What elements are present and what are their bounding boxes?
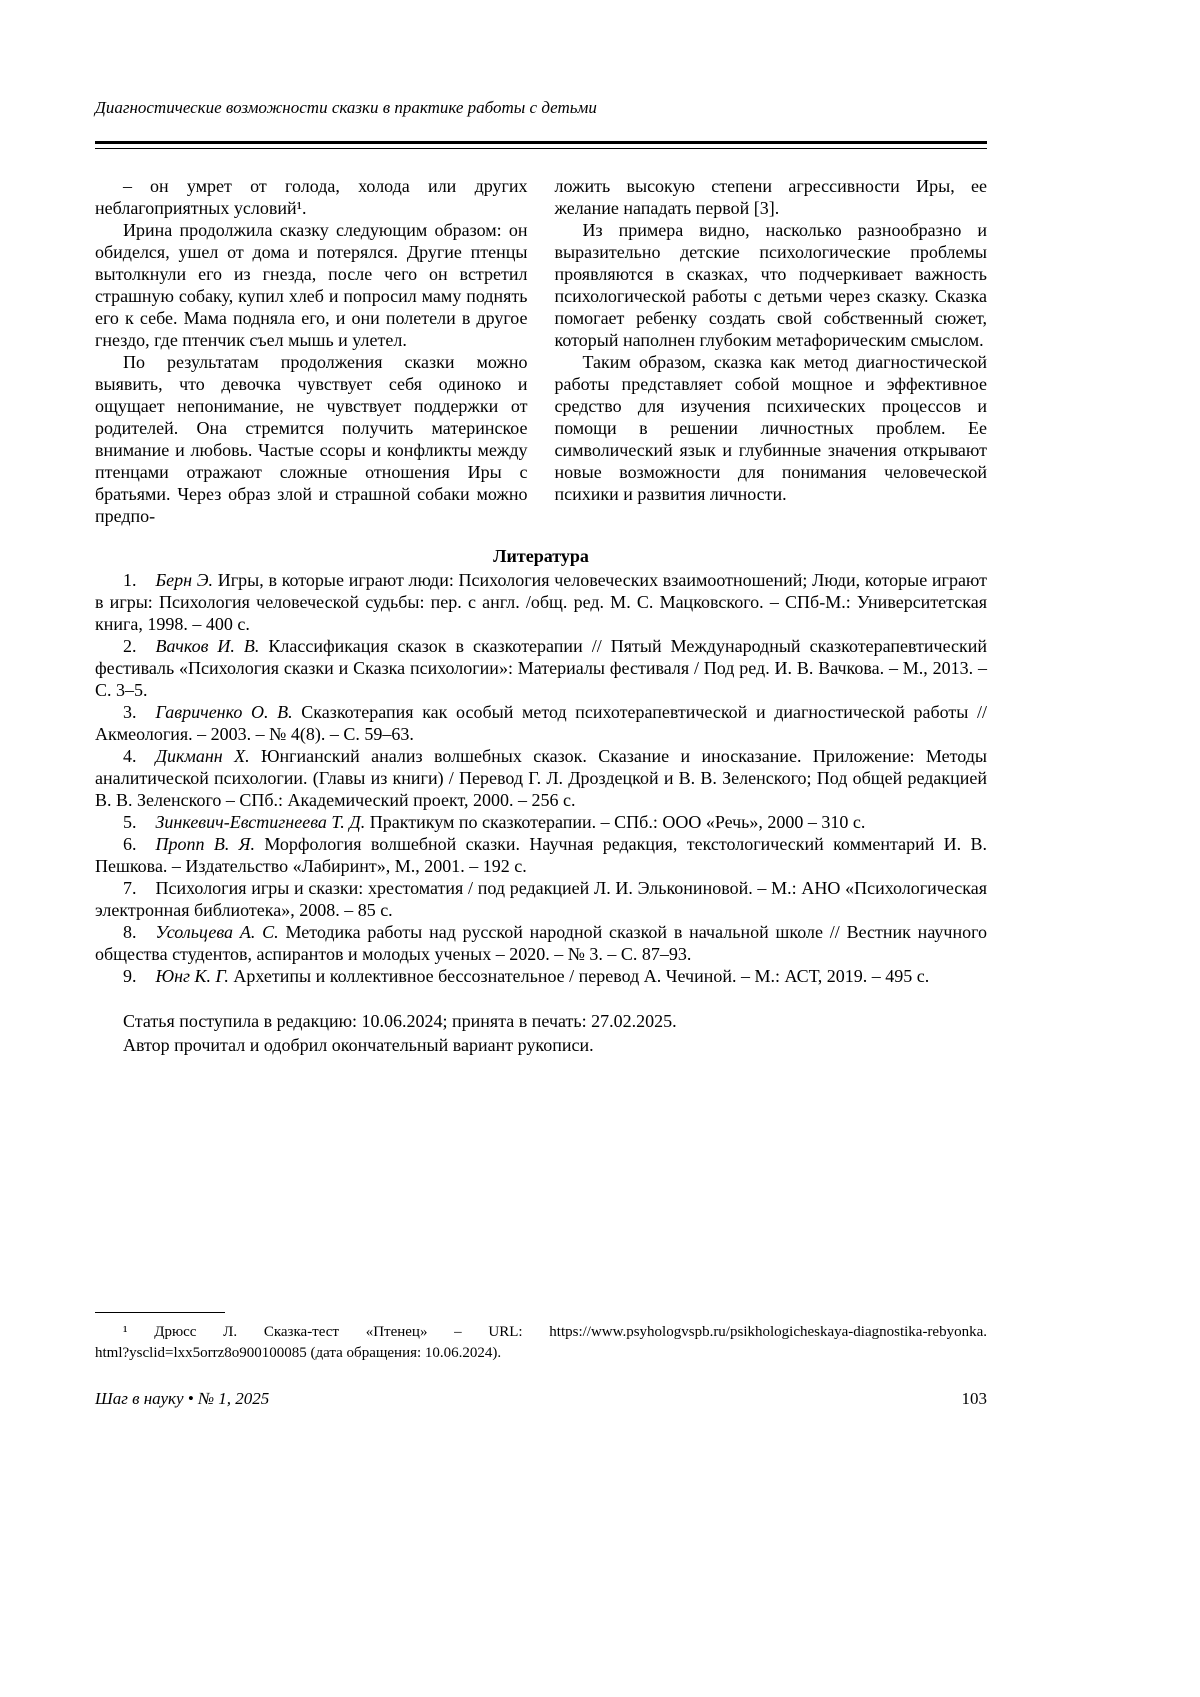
reference-text: Практикум по сказкотерапии. – СПб.: ООО «Речь», 2000 – 310 с.	[369, 812, 866, 832]
reference-author: Вачков И. В.	[155, 636, 260, 656]
references-list	[95, 569, 987, 987]
submission-approved: Автор прочитал и одобрил окончательный вариант рукописи.	[123, 1035, 594, 1055]
running-head: Диагностические возможности сказки в практике работы с детьми	[95, 98, 597, 117]
reference-number: 9.	[123, 966, 137, 986]
reference-number: 7.	[123, 878, 137, 898]
paragraph: Ирина продолжила сказку следующим образом: он обиделся, ушел от дома и потерялся. Другие птенцы вытолкнули его из гнезда, после чего он встретил страшную собаку, купил хлеб и попросил маму поднять его к себе. Мама подняла его, и они полетели в другое гнездо, где птенчик съел мышь и улетел.	[95, 220, 528, 350]
reference-item	[95, 921, 987, 965]
reference-text: Морфология волшебной сказки. Научная редакция, текстологический комментарий И. В. Пешкова. – Издательство «Лабиринт», М., 2001. – 192 с.	[95, 834, 987, 876]
reference-author: Усольцева А. С.	[155, 922, 279, 942]
reference-text: Психология игры и сказки: хрестоматия / под редакцией Л. И. Элькониновой. – М.: АНО «Психологическая электронная библиотека», 2008. – 85 с.	[95, 878, 987, 920]
journal-name: Шаг в науку • № 1, 2025	[95, 1389, 270, 1408]
reference-number: 4.	[123, 746, 137, 766]
reference-author: Юнг К. Г.	[155, 966, 229, 986]
reference-number: 8.	[123, 922, 137, 942]
footnote-rule	[95, 1312, 225, 1313]
header-rule	[95, 141, 987, 149]
paragraph: По результатам продолжения сказки можно выявить, что девочка чувствует себя одиноко и ощущает непонимание, не чувствует поддержки от родителей. Она стремится получить материнское внимание и любовь. Частые ссоры и конфликты между птенцами отражают сложные отношения Иры с братьями. Через образ злой и страшной собаки можно предпо-	[95, 352, 528, 526]
left-column	[95, 175, 528, 527]
reference-author: Дикманн Х.	[155, 746, 250, 766]
reference-text: Игры, в которые играют люди: Психология человеческих взаимоотношений; Люди, которые играют в игры: Психология человеческой судьбы: пер. с англ. /общ. ред. М. С. Мацковского. – СПб-М.: Университетская книга, 1998. – 400 с.	[95, 570, 988, 634]
reference-number: 3.	[123, 702, 137, 722]
reference-author: Гавриченко О. В.	[155, 702, 293, 722]
reference-text: Сказкотерапия как особый метод психотерапевтической и диагностической работы // Акмеология. – 2003. – № 4(8). – С. 59–63.	[95, 702, 988, 744]
paragraph: ложить высокую степени агрессивности Иры, ее желание нападать первой [3].	[554, 176, 987, 218]
page-footer	[95, 1388, 987, 1410]
submission-info	[95, 1009, 987, 1057]
reference-item	[95, 811, 987, 833]
reference-text: Юнгианский анализ волшебных сказок. Сказание и иносказание. Приложение: Методы аналитической психологии. (Главы из книги) / Перевод Г. Л. Дроздецкой и В. В. Зеленского; Под общей редакцией В. В. Зеленского – СПб.: Академический проект, 2000. – 256 с.	[95, 746, 987, 810]
reference-number: 1.	[123, 570, 137, 590]
literature-heading: Литература	[493, 546, 589, 566]
reference-number: 6.	[123, 834, 137, 854]
footnote-continuation: html?ysclid=lxx5orrz8o900100085 (дата обращения: 10.06.2024).	[95, 1345, 502, 1361]
reference-item	[95, 965, 987, 987]
reference-text: Архетипы и коллективное бессознательное / перевод А. Чечиной. – М.: АСТ, 2019. – 495 с.	[233, 966, 930, 986]
reference-item	[95, 569, 987, 635]
footnote-block	[95, 1312, 987, 1364]
right-column	[555, 175, 988, 527]
reference-author: Зинкевич-Евстигнеева Т. Д.	[155, 812, 366, 832]
footnote-text: ¹ Дрюсс Л. Сказка-тест «Птенец» – URL: https://www.psyhologvspb.ru/psikhologicheskaya-diagnostika-rebyonka.	[123, 1324, 987, 1340]
paragraph: – он умрет от голода, холода или других неблагоприятных условий¹.	[95, 176, 528, 218]
page-number: 103	[961, 1389, 987, 1408]
reference-text: Классификация сказок в сказкотерапии // Пятый Международный сказкотерапевтический фестиваль «Психология сказки и Сказка психологии»: Материалы фестиваля / Под ред. И. В. Вачкова. – М., 2013. – С. 3–5.	[95, 636, 987, 700]
reference-author: Берн Э.	[155, 570, 214, 590]
reference-number: 2.	[123, 636, 137, 656]
reference-author: Пропп В. Я.	[155, 834, 255, 854]
body-columns	[95, 175, 987, 527]
reference-item	[95, 877, 987, 921]
reference-number: 5.	[123, 812, 137, 832]
paragraph: Из примера видно, насколько разнообразно и выразительно детские психологические проблемы проявляются в сказках, что подчеркивает важность психологической работы с детьми через сказку. Сказка помогает ребенку создать свой собственный сюжет, который наполнен глубоким метафорическим смыслом.	[554, 220, 987, 350]
paragraph: Таким образом, сказка как метод диагностической работы представляет собой мощное и эффективное средство для изучения психических процессов и помощи в решении личностных проблем. Ее символический язык и глубинные значения открывают новые возможности для понимания человеческой психики и развития личности.	[554, 352, 987, 504]
reference-item	[95, 701, 987, 745]
submission-received: Статья поступила в редакцию: 10.06.2024; принята в печать: 27.02.2025.	[123, 1011, 677, 1031]
reference-text: Методика работы над русской народной сказкой в начальной школе // Вестник научного общества студентов, аспирантов и молодых ученых – 2020. – № 3. – С. 87–93.	[95, 922, 988, 964]
page-content	[95, 97, 987, 1057]
reference-item	[95, 745, 987, 811]
reference-item	[95, 833, 987, 877]
reference-item	[95, 635, 987, 701]
